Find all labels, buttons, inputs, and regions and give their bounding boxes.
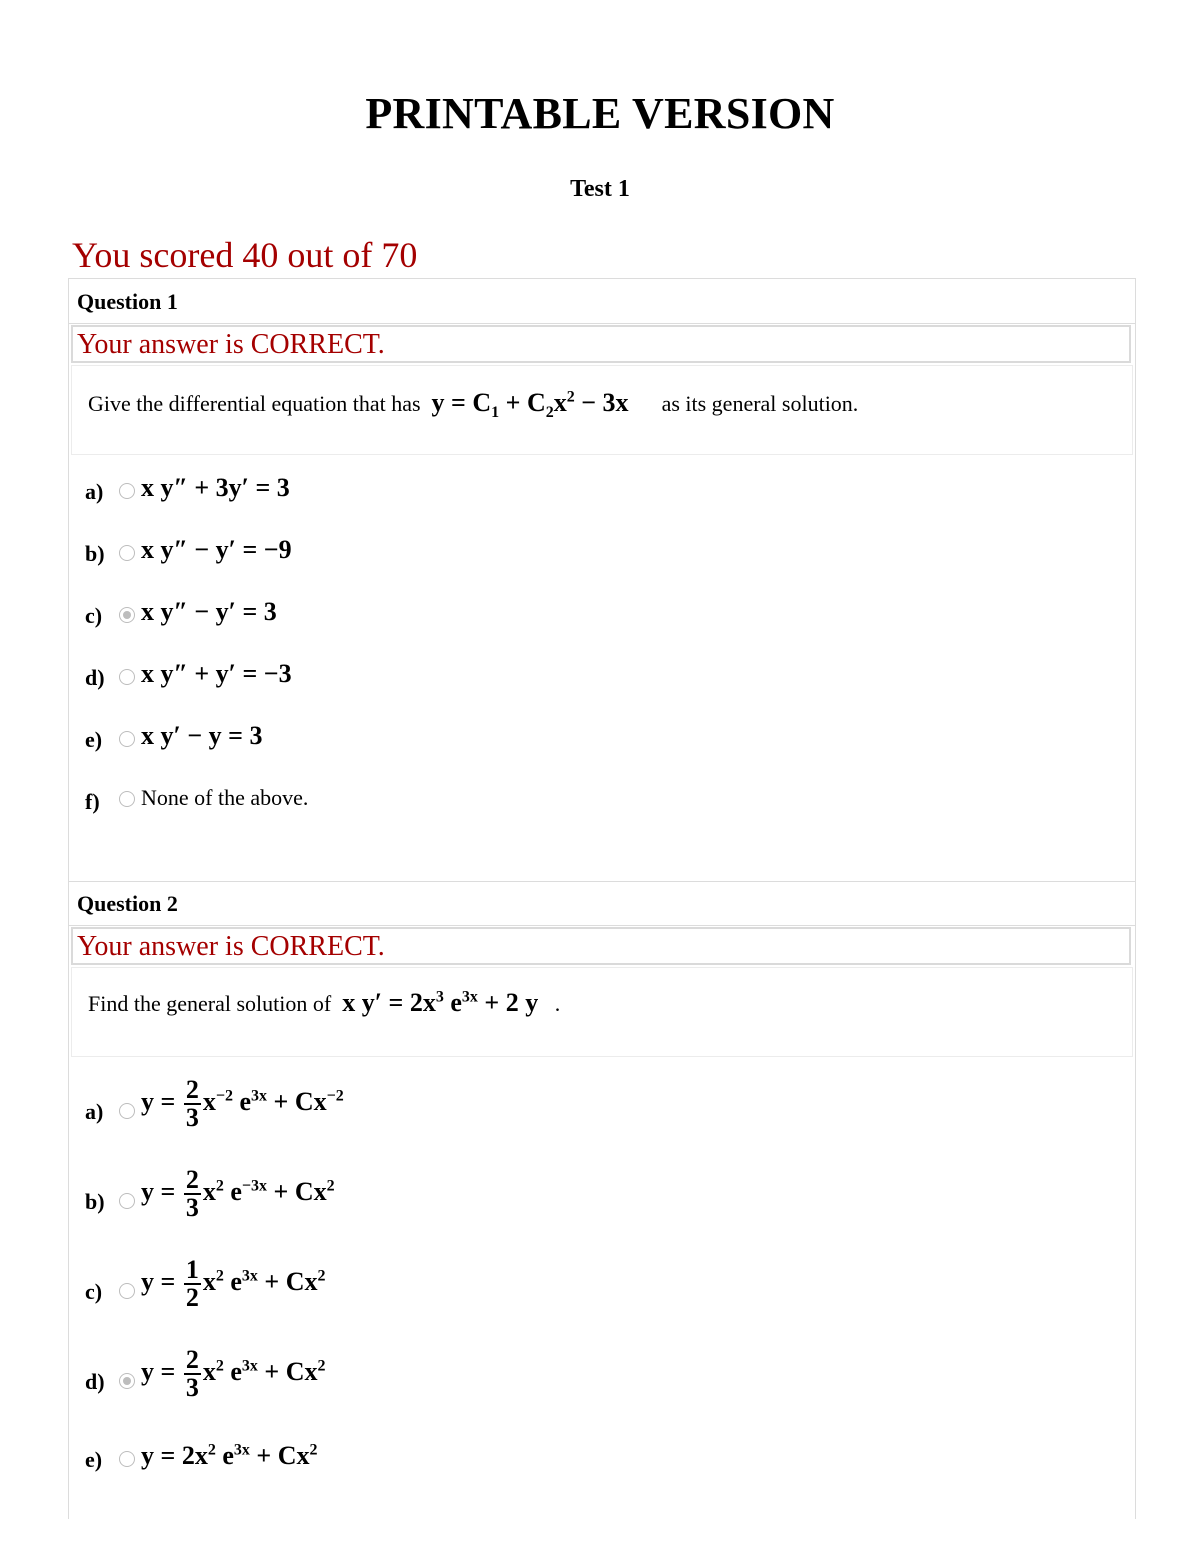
- radio-button[interactable]: [119, 1103, 135, 1119]
- radio-button[interactable]: [119, 545, 135, 561]
- option-equation: y = $\frac{2}{3}$ $x^{-2}$ $e^{3x} + Cx^{-2}$: [141, 1075, 344, 1132]
- radio-button[interactable]: [119, 1451, 135, 1467]
- option-text: None of the above.: [141, 785, 309, 810]
- prompt-box: [71, 365, 1133, 455]
- option-equation: x y″ − y′ = 3: [141, 597, 277, 626]
- prompt-text: Find the general solution of: [88, 991, 332, 1016]
- option-letter: e): [85, 1447, 103, 1472]
- quiz-container: [68, 278, 1136, 1519]
- radio-button[interactable]: [119, 483, 135, 499]
- option-letter: a): [85, 1099, 104, 1124]
- option-equation: y = $\frac{2}{3}$ $x^2$ $e^{3x} + Cx^2$: [141, 1345, 326, 1402]
- radio-button[interactable]: [119, 731, 135, 747]
- option-letter: d): [85, 1369, 105, 1394]
- option-letter: f): [85, 789, 100, 814]
- radio-button[interactable]: [119, 1193, 135, 1209]
- radio-button[interactable]: [119, 669, 135, 685]
- option-letter: c): [85, 1279, 103, 1304]
- prompt-box: [71, 967, 1133, 1057]
- radio-button-selected[interactable]: [119, 1373, 135, 1389]
- prompt-equation: x $y' = 2x^3$ $e^{3x} + 2$ y: [342, 988, 539, 1017]
- option-equation: x y″ + y′ = −3: [141, 659, 292, 688]
- page-title: PRINTABLE VERSION: [365, 89, 835, 138]
- question-label: Question 2: [77, 891, 178, 916]
- prompt-text: Give the differential equation that has: [88, 391, 421, 416]
- prompt-text-after: .: [554, 991, 561, 1016]
- option-letter: b): [85, 541, 105, 566]
- divider: [69, 925, 1135, 926]
- radio-button[interactable]: [119, 1283, 135, 1299]
- feedback-banner: Your answer is CORRECT.: [71, 325, 1131, 363]
- option-letter: d): [85, 665, 105, 690]
- option-equation: x y″ + 3y′ = 3: [141, 473, 290, 502]
- radio-button-selected[interactable]: [119, 607, 135, 623]
- question-prompt: [88, 388, 859, 422]
- prompt-text-after: as its general solution.: [661, 391, 859, 416]
- option-letter: b): [85, 1189, 105, 1214]
- question-separator: [69, 881, 1135, 882]
- score-text: You scored 40 out of 70: [72, 235, 418, 275]
- option-equation: x y″ − y′ = −9: [141, 535, 292, 564]
- option-letter: c): [85, 603, 103, 628]
- option-equation: $y = 2x^2$ $e^{3x} + Cx^2$: [141, 1441, 318, 1470]
- question-prompt: [88, 988, 560, 1018]
- option-letter: a): [85, 479, 104, 504]
- option-equation: y = $\frac{2}{3}$ $x^2$ $e^{-3x} + Cx^2$: [141, 1165, 335, 1222]
- option-equation: y = $\frac{1}{2}$ $x^2$ $e^{3x} + Cx^2$: [141, 1255, 326, 1312]
- feedback-banner: Your answer is CORRECT.: [71, 927, 1131, 965]
- test-name: Test 1: [570, 176, 630, 202]
- radio-button[interactable]: [119, 791, 135, 807]
- question-label: Question 1: [77, 289, 178, 314]
- divider: [69, 323, 1135, 324]
- option-letter: e): [85, 727, 103, 752]
- prompt-equation: $y = C_1 + C_2x^2 - 3x$: [431, 388, 629, 422]
- option-equation: x y′ − y = 3: [141, 721, 263, 750]
